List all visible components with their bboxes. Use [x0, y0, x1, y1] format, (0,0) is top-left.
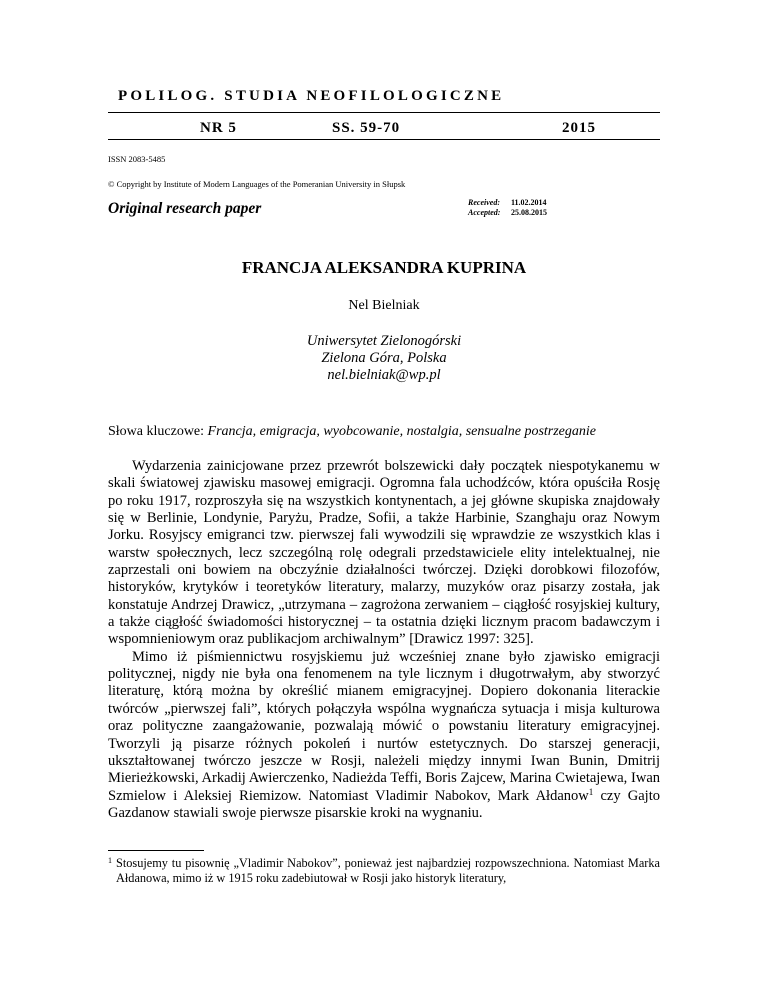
footnote-separator	[108, 850, 204, 851]
paragraph-2-text-end: czy Gajto Gazdanow stawiali swoje pierwsze pisarskie kroki na wygnaniu.	[108, 787, 660, 821]
paper-type: Original research paper	[108, 200, 262, 217]
header-rule-bottom	[108, 139, 660, 140]
accepted-date: 25.08.2015	[511, 208, 547, 217]
paragraph-2	[108, 649, 660, 822]
keywords-values: Francja, emigracja, wyobcowanie, nostalgia, sensualne postrzeganie	[207, 424, 596, 439]
accepted-label: Accepted:	[468, 208, 501, 217]
author-email[interactable]: nel.bielniak@wp.pl	[327, 367, 441, 383]
publication-year: 2015	[562, 120, 596, 136]
keywords	[108, 424, 660, 440]
paragraph-2-text: Mimo iż piśmiennictwu rosyjskiemu już wcześniej znane było zjawisko emigracji politycznej, nigdy nie była ona fenomenem na tyle licznym i długotrwałym, aby stworzyć literaturę, którą można by określić mianem emigracyjnej. Dopiero dokonania literackie twórców „pierwszej fali”, których połączyła wspólna wygnańcza sytuacja i misja kulturowa oraz polityczne zaangażowanie, pozwalają mówić o powstaniu literatury emigracyjnej. Tworzyli ją pisarze różnych pokoleń i nurtów estetycznych. Do starszej generacji, ukształtowanej twórczo jeszcze w Rosji, należeli między innymi Iwan Bunin, Dmitrij Mierieżkowski, Arkadij Awierczenko, Nadieżda Teffi, Boris Zajcew, Marina Cwietajewa, Iwan Szmielow i Aleksiej Riemizow. Natomiast Vladimir Nabokov, Mark Ałdanow	[108, 648, 660, 804]
footnote-number: 1	[108, 856, 112, 865]
copyright: © Copyright by Institute of Modern Languages of the Pomeranian University in Słupsk	[108, 179, 406, 189]
keywords-label: Słowa kluczowe:	[108, 424, 205, 439]
footnote-reference[interactable]: 1	[588, 786, 594, 797]
author-name: Nel Bielniak	[348, 298, 420, 313]
received-row	[468, 198, 547, 208]
author-affiliation	[108, 333, 660, 384]
received-label: Received:	[468, 198, 500, 207]
issn: ISSN 2083-5485	[108, 154, 166, 164]
article-title: FRANCJA ALEKSANDRA KUPRINA	[241, 258, 527, 277]
dates-block	[468, 198, 547, 218]
footnote-text: Stosujemy tu pisownię „Vladimir Nabokov”, ponieważ jest najbardziej rozpowszechniona. Natomiast Marka Ałdanowa, mimo iż w 1915 roku zadebiutował w Rosji jako historyk literatury,	[116, 856, 660, 885]
article-body	[108, 458, 660, 822]
page-range: SS. 59-70	[332, 120, 401, 136]
header-rule-top	[108, 112, 660, 113]
accepted-row	[468, 208, 547, 218]
issue-number: NR 5	[200, 120, 237, 136]
received-date: 11.02.2014	[511, 198, 547, 207]
university: Uniwersytet Zielonogórski	[306, 333, 462, 349]
journal-title: POLILOG. STUDIA NEOFILOLOGICZNE	[118, 88, 505, 104]
location: Zielona Góra, Polska	[321, 350, 447, 366]
paragraph-1: Wydarzenia zainicjowane przez przewrót bolszewicki dały początek niespotykanemu w skali światowej zjawisku masowej emigracji. Ogromna fala uchodźców, która opuściła Rosję po roku 1917, rozproszyła się na wszystkich kontynentach, a jej główne skupiska znajdowały się w Berlinie, Londynie, Paryżu, Pradze, Sofii, a także Harbinie, Szanghaju oraz Nowym Jorku. Rosyjscy emigranci tzw. pierwszej fali wywodzili się wprawdzie ze wszystkich klas i warstw społecznych, lecz szczególną rolę odegrali przedstawiciele elity intelektualnej, nie zaprzestali oni bowiem na obczyźnie działalności twórczej. Dzięki dorobkowi filozofów, historyków, krytyków i teoretyków literatury, malarzy, muzyków oraz pisarzy została, jak konstatuje Andrzej Drawicz, „utrzymana – zagrożona zerwaniem – ciągłość rosyjskiej kultury, a także ciągłość świadomości historycznej – ta ostatnia dzięki licznym pracom badawczym i wspomnieniowym oraz publikacjom archiwalnym” [Drawicz 1997: 325].	[108, 458, 660, 648]
footnote	[108, 856, 660, 886]
